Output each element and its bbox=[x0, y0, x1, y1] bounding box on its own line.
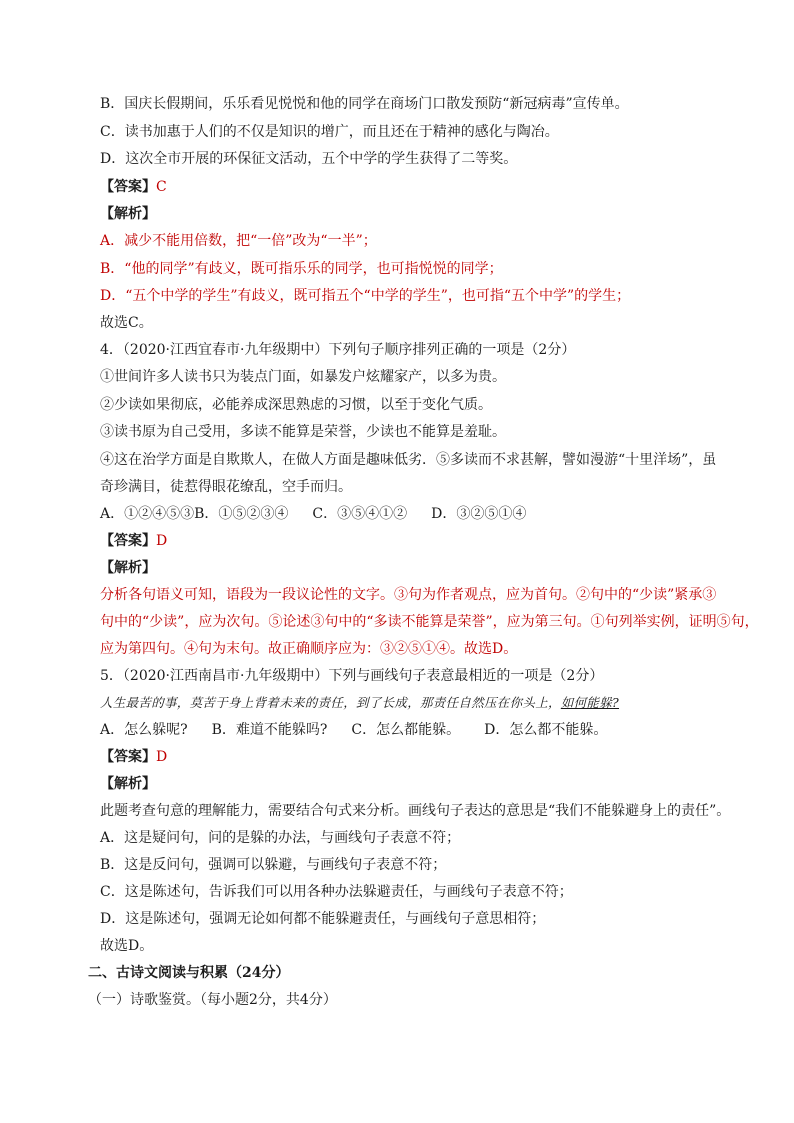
q5-options bbox=[100, 720, 607, 740]
q5-quote bbox=[100, 693, 619, 713]
q5-analysis-b: B．这是反问句，强调可以躲避，与画线句子表意不符； bbox=[100, 857, 447, 873]
q5-stem: 5．（2020·江西南昌市·九年级期中）下列与画线句子表意最相近的一项是（2分） bbox=[100, 668, 604, 684]
q5-answer-label: 【答案】 bbox=[100, 749, 156, 765]
q5-analysis-intro: 此题考查句意的理解能力，需要结合句式来分析。画线句子表达的意思是“我们不能躲避身上的责任”。 bbox=[100, 803, 731, 819]
q4-answer-value: D bbox=[156, 533, 168, 549]
q5-quote-main: 人生最苦的事，莫苦于身上背着未来的责任，到了长成，那责任自然压在你头上， bbox=[100, 695, 561, 710]
q5-conclusion: 故选D。 bbox=[100, 938, 154, 954]
q3-answer-label: 【答案】 bbox=[100, 179, 156, 195]
q3-analysis-a: A．减少不能用倍数，把“一倍”改为“一半”； bbox=[100, 233, 377, 249]
q3-analysis-d: D．“五个中学的学生”有歧义，既可指五个“中学的学生”，也可指“五个中学”的学生； bbox=[100, 288, 631, 304]
q3-option-d: D．这次全市开展的环保征文活动，五个中学的学生获得了二等奖。 bbox=[100, 151, 518, 167]
q4-sentence-4-line2: 奇珍满目，徒惹得眼花缭乱，空手而归。 bbox=[100, 479, 352, 495]
q3-option-c: C．读书加惠于人们的不仅是知识的增广，而且还在于精神的感化与陶冶。 bbox=[100, 124, 559, 140]
q4-analysis-line2: 句中的“少读”，应为次句。⑤论述③句中的“多读不能算是荣誉”，应为第三句。①句列举实例，证明⑤句， bbox=[100, 614, 759, 630]
q3-option-b: B．国庆长假期间，乐乐看见悦悦和他的同学在商场门口散发预防“新冠病毒”宣传单。 bbox=[100, 96, 629, 112]
q3-analysis-label: 【解析】 bbox=[100, 206, 156, 222]
q5-quote-underlined: 如何能躲? bbox=[560, 695, 620, 710]
q3-analysis-b: B．“他的同学”有歧义，既可指乐乐的同学，也可指悦悦的同学； bbox=[100, 261, 503, 277]
q5-option-c: C．怎么都能躲。 bbox=[351, 722, 461, 738]
q4-sentence-3: ③读书原为自己受用，多读不能算是荣誉，少读也不能算是羞耻。 bbox=[100, 424, 506, 440]
section2-subtitle: （一）诗歌鉴赏。（每小题2分，共4分） bbox=[88, 992, 337, 1008]
q3-answer-value: C bbox=[156, 179, 167, 195]
q5-analysis-label: 【解析】 bbox=[100, 776, 156, 792]
q5-analysis-d: D．这是陈述句，强调无论如何都不能躲避责任，与画线句子意思相符； bbox=[100, 911, 546, 927]
q4-stem: 4．（2020·江西宜春市·九年级期中）下列句子顺序排列正确的一项是（2分） bbox=[100, 342, 576, 358]
q3-answer bbox=[100, 177, 167, 197]
q5-answer-value: D bbox=[156, 749, 168, 765]
q4-option-d: D．③②⑤①④ bbox=[431, 506, 527, 522]
q4-option-c: C．③⑤④①② bbox=[312, 506, 408, 522]
q5-answer bbox=[100, 747, 167, 767]
q4-options bbox=[100, 504, 526, 524]
q5-analysis-c: C．这是陈述句，告诉我们可以用各种办法躲避责任，与画线句子表意不符； bbox=[100, 884, 573, 900]
q4-answer-label: 【答案】 bbox=[100, 533, 156, 549]
q4-option-a: A．①②④⑤③B．①⑤②③④ bbox=[100, 506, 289, 522]
q3-conclusion: 故选C。 bbox=[100, 315, 153, 331]
q4-analysis-label: 【解析】 bbox=[100, 560, 156, 576]
q4-analysis-line3: 应为第四句。④句为末句。故正确顺序应为：③②⑤①④。故选D。 bbox=[100, 641, 518, 657]
q4-sentence-1: ①世间许多人读书只为装点门面，如暴发户炫耀家产，以多为贵。 bbox=[100, 369, 506, 385]
q4-analysis-line1: 分析各句语义可知，语段为一段议论性的文字。③句为作者观点，应为首句。②句中的“少读”紧承③ bbox=[100, 587, 717, 603]
q5-option-a: A．怎么躲呢? bbox=[100, 722, 188, 738]
q5-analysis-a: A．这是疑问句，问的是躲的办法，与画线句子表意不符； bbox=[100, 830, 461, 846]
q4-answer bbox=[100, 531, 167, 551]
q4-sentence-4-line1: ④这在治学方面是自欺欺人，在做人方面是趣味低劣．⑤多读而不求甚解，譬如漫游“十里洋场”，虽 bbox=[100, 452, 717, 468]
q5-option-b: B．难道不能躲吗? bbox=[211, 722, 328, 738]
q4-sentence-2: ②少读如果彻底，必能养成深思熟虑的习惯，以至于变化气质。 bbox=[100, 397, 492, 413]
q5-option-d: D．怎么都不能躲。 bbox=[484, 722, 608, 738]
section2-title: 二、古诗文阅读与积累（24分） bbox=[88, 965, 290, 981]
